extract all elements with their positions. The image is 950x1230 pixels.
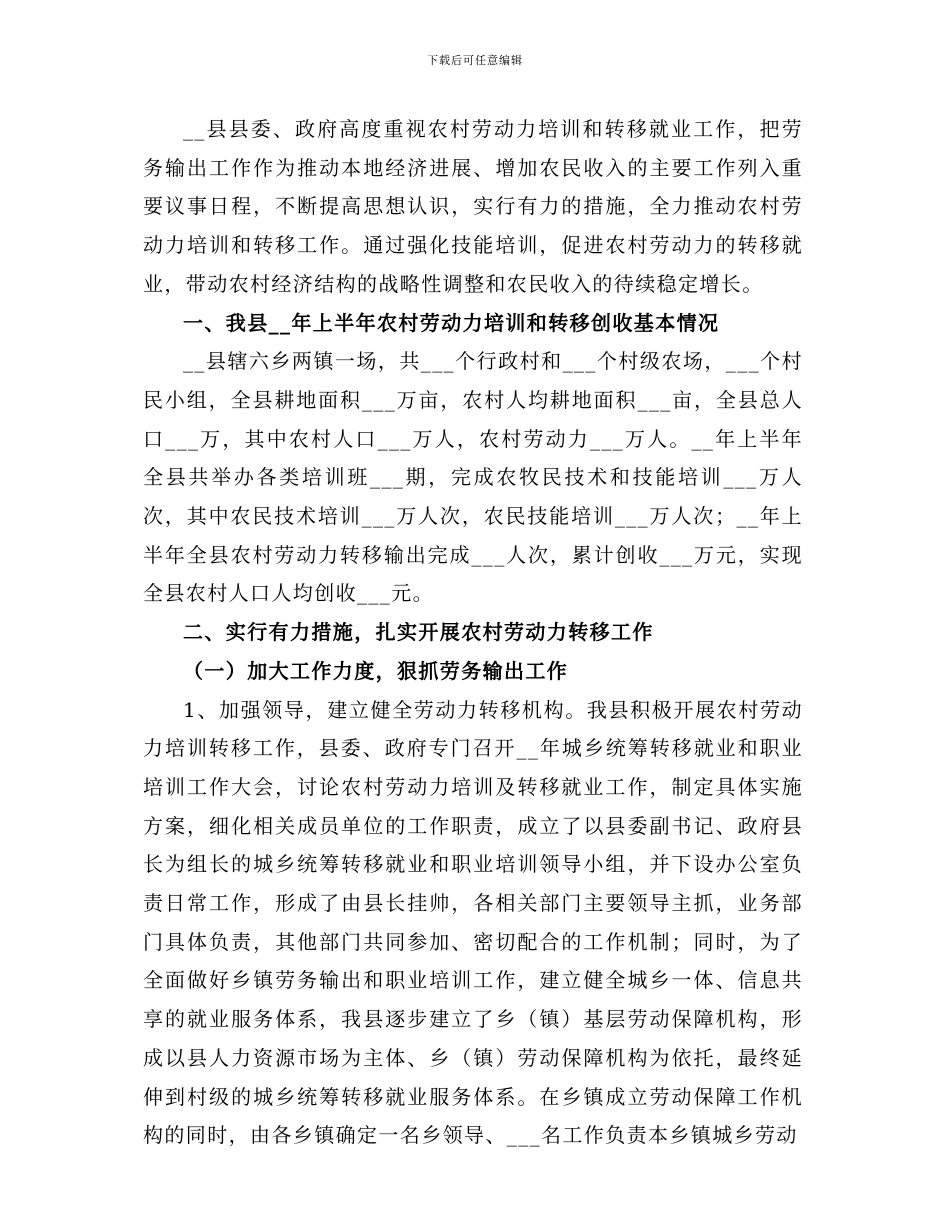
document-body <box>143 110 803 1155</box>
intro-paragraph: __县县委、政府高度重视农村劳动力培训和转移就业工作，把劳务输出工作作为推动本地经济进展、增加农民收入的主要工作列入重要议事日程，不断提高思想认识，实行有力的措施，全力推动农村劳动力培训和转移工作。通过强化技能培训，促进农村劳动力的转移就业，带动农村经济结构的战略性调整和农民收入的待续稳定增长。 <box>143 117 803 296</box>
section-1-paragraph: __县辖六乡两镇一场，共___个行政村和___个村级农场，___个村民小组，全县耕地面积___万亩，农村人均耕地面积___亩，全县总人口___万，其中农村人口___万人，农村劳动力___万人。__年上半年全县共举办各类培训班___期，完成农牧民技术和技能培训___万人次，其中农民技术培训___万人次，农民技能培训___万人次；__年上半年全县农村劳动力转移输出完成___人次，累计创收___万元，实现全县农村人口人均创收___元。 <box>143 349 803 606</box>
section-heading-2: 二、实行有力措施，扎实开展农村劳动力转移工作 <box>183 620 654 645</box>
page-header-note: 下载后可任意编辑 <box>427 54 523 67</box>
section-2-1-paragraph: 1、加强领导，建立健全劳动力转移机构。我县积极开展农村劳动力培训转移工作，县委、政府专门召开__年城乡统筹转移就业和职业培训工作大会，讨论农村劳动力培训及转移就业工作，制定具体实施方案，细化相关成员单位的工作职责，成立了以县委副书记、政府县长为组长的城乡统筹转移就业和职业培训领导小组，并下设办公室负责日常工作，形成了由县长挂帅，各相关部门主要领导主抓，业务部门具体负责，其他部门共同参加、密切配合的工作机制；同时，为了全面做好乡镇劳务输出和职业培训工作，建立健全城乡一体、信息共享的就业服务体系，我县逐步建立了乡（镇）基层劳动保障机构，形成以县人力资源市场为主体、乡（镇）劳动保障机构为依托，最终延伸到村级的城乡统筹转移就业服务体系。在乡镇成立劳动保障工作机构的同时，由各乡镇确定一名乡领导、___名工作负责本乡镇城乡劳动 <box>143 697 803 1148</box>
section-heading-1: 一、我县__年上半年农村劳动力培训和转移创收基本情况 <box>183 310 720 335</box>
subsection-heading-2-1: （一）加大工作力度，狠抓劳务输出工作 <box>183 658 569 683</box>
